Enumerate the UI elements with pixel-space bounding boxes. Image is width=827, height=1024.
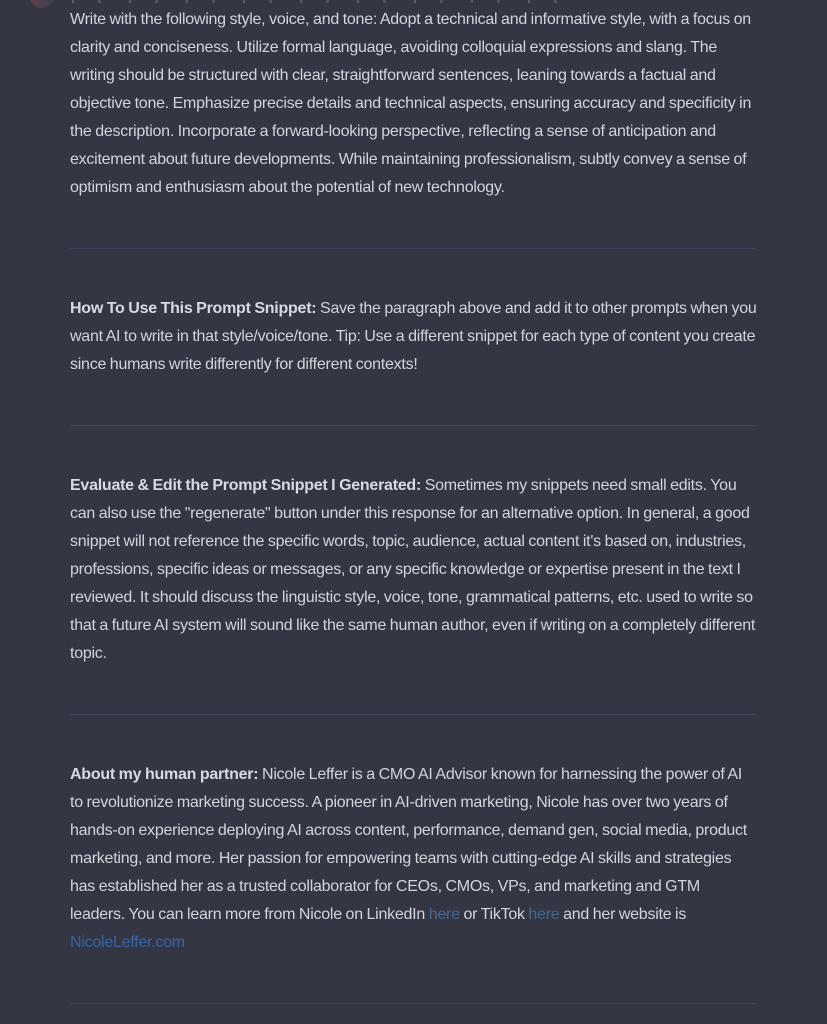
linkedin-here-link[interactable]: here [428,906,460,923]
website-link[interactable]: NicoleLeffer.com [70,934,185,951]
message-divider [70,1003,757,1004]
paragraph-lead-bold: How To Use This Prompt Snippet: [70,300,317,317]
paragraph-text: Sometimes my snippets need small edits. You can also use the "regenerate" button under this response for an alternative option. In general, a good snippet will not reference the specific words, topic, audience, actual content it's based on, industries, professions, specific ideas or messages, or any specific knowledge or expertise present in the text I reviewed. It should discuss the linguistic style, voice, tone, grammatical patterns, etc. used to write so that a future AI system will sound like the same human author, even if writing on a completely different topic. [70,477,756,662]
paragraph-text: Save the paragraph above and add it to other prompts when you want AI to write in that style/voice/tone. Tip: Use a different snippet for each type of content you create since humans write differently for different contexts! [70,300,757,373]
paragraph-text: or TikTok [459,906,529,923]
message-divider [70,248,757,249]
tiktok-here-link[interactable]: here [528,906,560,923]
paragraph-style-voice-tone [70,6,757,202]
paragraph-text: and her website is [559,906,687,923]
paragraph-how-to-use [70,295,757,379]
paragraph-about-partner [70,761,757,957]
paragraph-lead-bold: Evaluate & Edit the Prompt Snippet I Generated: [70,477,422,494]
paragraph-text: Write with the following style, voice, and tone: Adopt a technical and informative style, with a focus on clarity and conciseness. Utilize formal language, avoiding colloquial expressions and slang. The writing should be structured with clear, straightforward sentences, leaning towards a factual and objective tone. Emphasize precise details and technical aspects, ensuring accuracy and specificity in the description. Incorporate a forward-looking perspective, reflecting a sense of anticipation and excitement about future developments. While maintaining professionalism, subtly convey a sense of optimism and enthusiasm about the potential of new technology. [70,11,752,196]
paragraph-text: Nicole Leffer is a CMO AI Advisor known for harnessing the power of AI to revolutionize marketing success. A pioneer in AI-driven marketing, Nicole has over two years of hands-on experience deploying AI across content, performance, demand gen, social media, product marketing, and more. Her passion for empowering teams with cutting-edge AI skills and strategies has established her as a trusted collaborator for CEOs, CMOs, VPs, and marketing and GTM leaders. You can learn more from Nicole on LinkedIn [70,766,747,923]
message-divider [70,425,757,426]
paragraph-evaluate-edit [70,472,757,668]
message-divider [70,714,757,715]
paragraph-lead-bold: About my human partner: [70,766,259,783]
